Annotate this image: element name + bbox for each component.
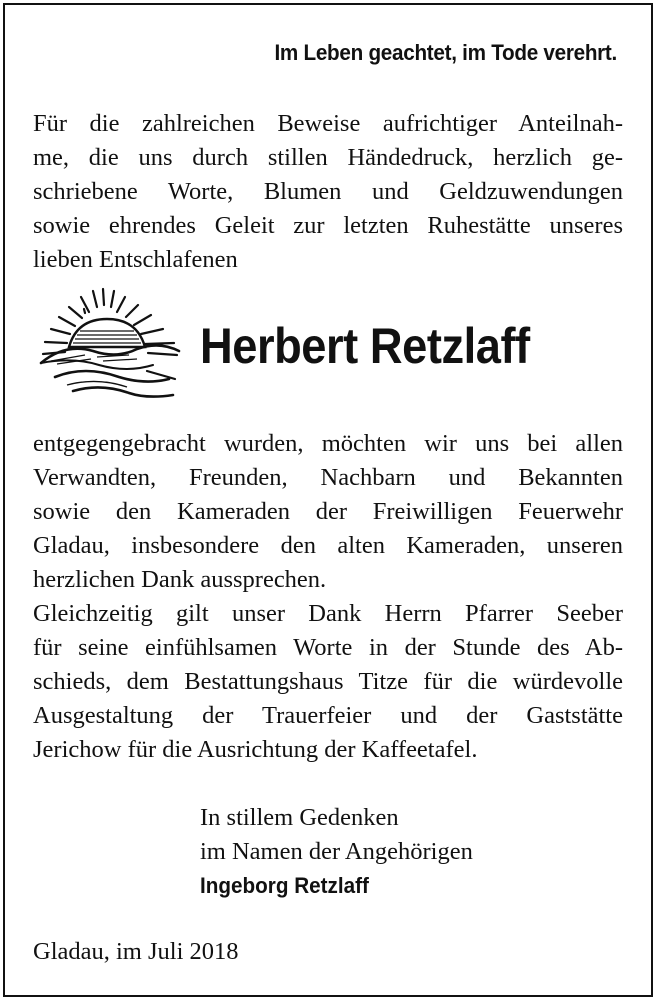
further-thanks-line: für seine einfühlsamen Worte in der Stunde des Ab- [33, 634, 623, 661]
place-and-date: Gladau, im Juli 2018 [33, 938, 239, 965]
deceased-name: Herbert Retzlaff [200, 318, 530, 374]
intro-line: lieben Entschlafenen [33, 246, 238, 273]
further-thanks-line: Ausgestaltung der Trauerfeier und der Gaststätte [33, 702, 623, 729]
further-thanks-line: schieds, dem Bestattungshaus Titze für die würdevolle [33, 668, 623, 695]
closing-block [200, 801, 473, 903]
intro-line: sowie ehrendes Geleit zur letzten Ruhestätte unseres [33, 212, 623, 239]
obituary-notice-frame [3, 3, 653, 997]
further-thanks-line: Gleichzeitig gilt unser Dank Herrn Pfarrer Seeber [33, 600, 623, 627]
closing-on-behalf: im Namen der Angehörigen [200, 838, 473, 865]
thanks-line: entgegengebracht wurden, möchten wir uns bei allen [33, 430, 623, 457]
thanks-line: Verwandten, Freunden, Nachbarn und Bekannten [33, 464, 623, 491]
thanks-line: sowie den Kameraden der Freiwilligen Feuerwehr [33, 498, 623, 525]
signer-name: Ingeborg Retzlaff [200, 873, 369, 898]
intro-line: schriebene Worte, Blumen und Geldzuwendungen [33, 178, 623, 205]
intro-line: me, die uns durch stillen Händedruck, herzlich ge- [33, 144, 623, 171]
further-thanks-line: Jerichow für die Ausrichtung der Kaffeetafel. [33, 736, 478, 763]
thanks-line: Gladau, insbesondere den alten Kameraden, unseren [33, 532, 623, 559]
intro-paragraph [33, 107, 623, 277]
intro-line: Für die zahlreichen Beweise aufrichtiger Anteilnah- [33, 110, 623, 137]
further-thanks-paragraph [33, 597, 623, 767]
closing-remembrance: In stillem Gedenken [200, 804, 399, 831]
thanks-paragraph [33, 427, 623, 597]
thanks-line: herzlichen Dank aussprechen. [33, 566, 327, 593]
motto-heading: Im Leben geachtet, im Tode verehrt. [274, 40, 617, 65]
setting-sun-icon [37, 285, 182, 410]
